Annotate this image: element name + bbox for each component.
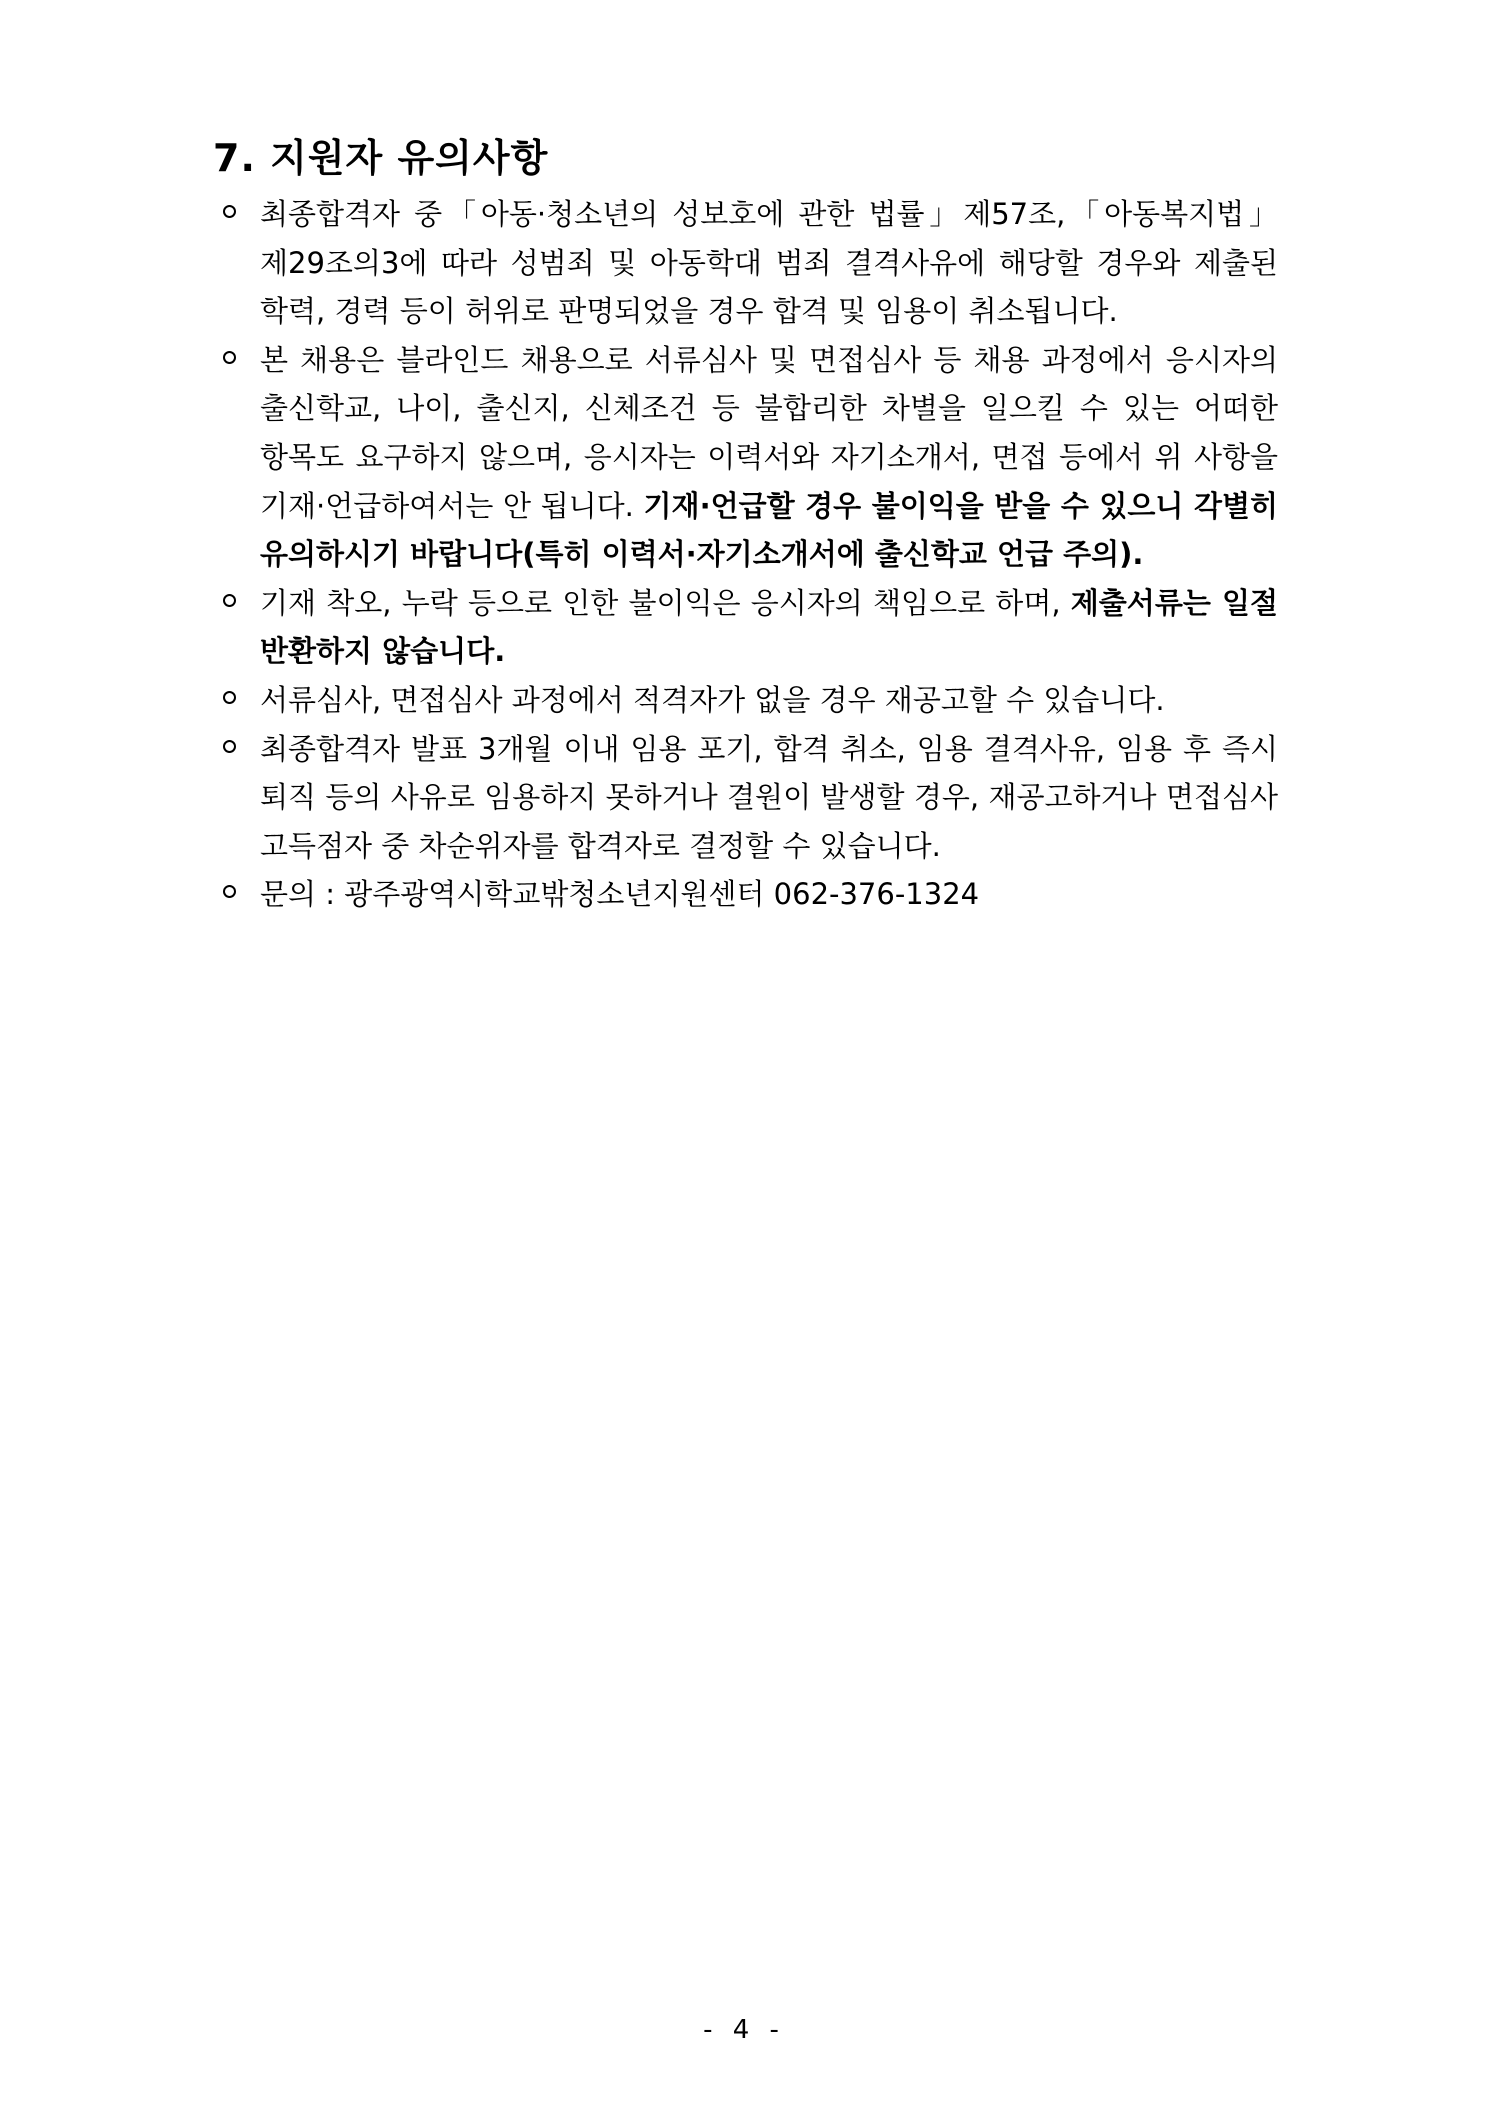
list-item bbox=[213, 676, 1278, 725]
circle-bullet-icon bbox=[223, 885, 236, 898]
item-text: 본 채용은 블라인드 채용으로 서류심사 및 면접심사 등 채용 과정에서 응시자의 출신학교, 나이, 출신지, 신체조건 등 불합리한 차별을 일으킬 수 있는 어떠한 항목도 요구하지 않으며, 응시자는 이력서와 자기소개서, 면접 등에서 위 사항을 기재·언급하여서는 안 됩니다. bbox=[260, 342, 1278, 523]
circle-bullet-icon bbox=[223, 205, 236, 218]
item-emphasis-text: 기재·언급할 경우 불이익을 받을 수 있으니 각별히 유의하시기 바랍니다(특히 이력서·자기소개서에 출신학교 언급 주의). bbox=[260, 488, 1278, 572]
circle-bullet-icon bbox=[223, 740, 236, 753]
circle-bullet-icon bbox=[223, 594, 236, 607]
item-emphasis-text: 제출서류는 일절 반환하지 않습니다. bbox=[260, 585, 1278, 669]
circle-bullet-icon bbox=[223, 691, 236, 704]
list-item bbox=[213, 725, 1278, 871]
list-item bbox=[213, 336, 1278, 579]
page-number: - 4 - bbox=[703, 2015, 785, 2045]
item-text: 최종합격자 발표 3개월 이내 임용 포기, 합격 취소, 임용 결격사유, 임용 후 즉시 퇴직 등의 사유로 임용하지 못하거나 결원이 발생할 경우, 재공고하거나 면접심사 고득점자 중 차순위자를 합격자로 결정할 수 있습니다. bbox=[260, 731, 1278, 863]
section-title: 7. 지원자 유의사항 bbox=[213, 136, 549, 180]
contact-text: 문의 : 광주광역시학교밖청소년지원센터 062-376-1324 bbox=[260, 877, 980, 912]
item-text: 최종합격자 중「아동·청소년의 성보호에 관한 법률」제57조,「아동복지법」제29조의3에 따라 성범죄 및 아동학대 범죄 결격사유에 해당할 경우와 제출된 학력, 경력 등이 허위로 판명되었을 경우 합격 및 임용이 취소됩니다. bbox=[260, 197, 1278, 329]
circle-bullet-icon bbox=[223, 351, 236, 364]
notice-list bbox=[213, 190, 1278, 919]
item-text: 서류심사, 면접심사 과정에서 적격자가 없을 경우 재공고할 수 있습니다. bbox=[260, 682, 1165, 717]
list-item bbox=[213, 579, 1278, 676]
list-item bbox=[213, 190, 1278, 336]
list-item bbox=[213, 870, 1278, 919]
item-text: 기재 착오, 누락 등으로 인한 불이익은 응시자의 책임으로 하며, bbox=[260, 585, 1071, 620]
